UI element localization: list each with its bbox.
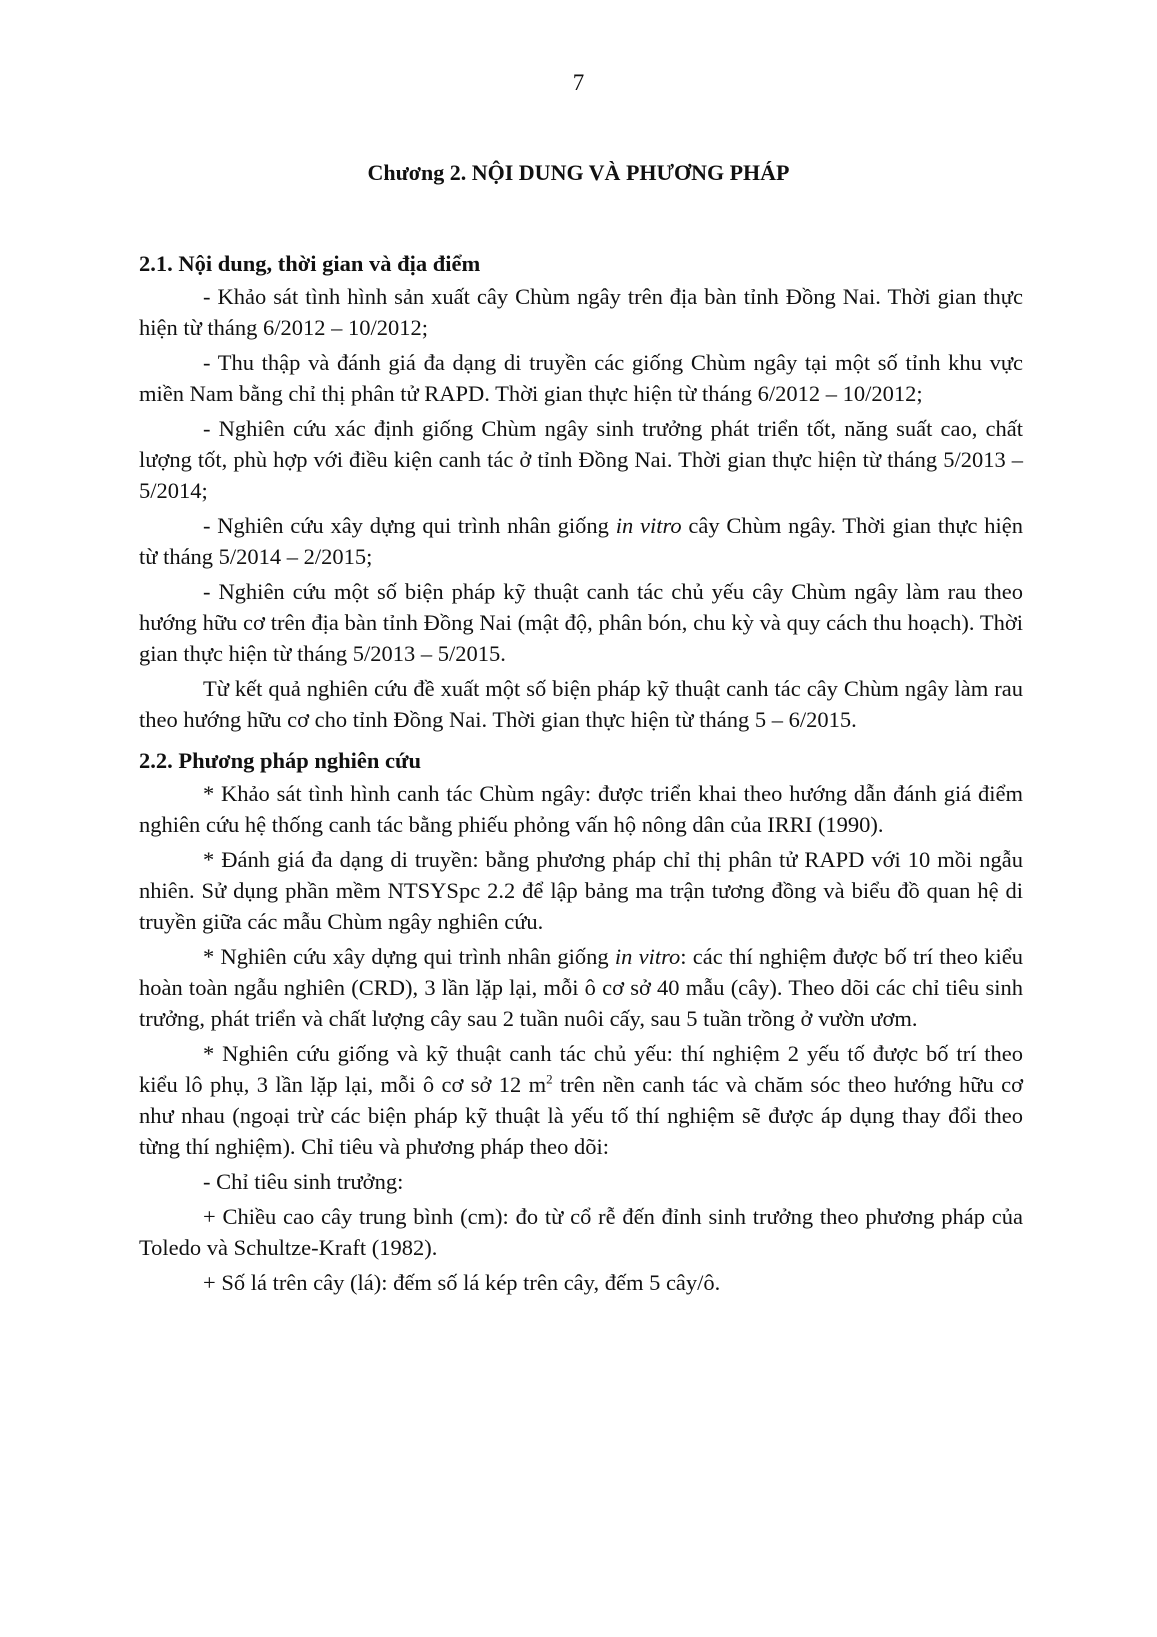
superscript: 2 [546, 1071, 553, 1087]
paragraph: - Khảo sát tình hình sản xuất cây Chùm ngây trên địa bàn tỉnh Đồng Nai. Thời gian thực hiện từ tháng 6/2012 – 10/2012; [139, 284, 1023, 340]
paragraph: - Chỉ tiêu sinh trưởng: [203, 1169, 404, 1194]
text-run: cây Chùm ngây. Thời gian thực hiện từ tháng 5/2014 – 2/2015; [139, 513, 1024, 569]
paragraph [139, 1038, 1023, 1162]
paragraph: * Đánh giá đa dạng di truyền: bằng phương pháp chỉ thị phân tử RAPD với 10 mồi ngẫu nhiên. Sử dụng phần mềm NTSYSpc 2.2 để lập bảng ma trận tương đồng và biểu đồ quan hệ di truyền giữa các mẫu Chùm ngây nghiên cứu. [139, 847, 1023, 934]
chapter-title: Chương 2. NỘI DUNG VÀ PHƯƠNG PHÁP [367, 160, 790, 185]
text-run: : các thí nghiệm được bố trí theo kiểu hoàn toàn ngẫu nghiên (CRD), 3 lần lặp lại, mỗi ô cơ sở 40 mẫu (cây). Theo dõi các chỉ tiêu sinh trưởng, phát triển và chất lượng cây sau 2 tuần nuôi cấy, sau 5 tuần trồng ở vườn ươm. [139, 944, 1023, 1031]
text-run: trên nền canh tác và chăm sóc theo hướng hữu cơ như nhau (ngoại trừ các biện pháp kỹ thuật là yếu tố thí nghiệm sẽ được áp dụng thay đổi theo từng thí nghiệm). Chỉ tiêu và phương pháp theo dõi: [139, 1072, 1024, 1159]
page-body [139, 248, 1023, 1302]
text-run: * Nghiên cứu xây dựng qui trình nhân giống [203, 944, 615, 969]
italic-term: in vitro [615, 513, 682, 538]
paragraph: + Số lá trên cây (lá): đếm số lá kép trên cây, đếm 5 cây/ô. [203, 1270, 721, 1295]
paragraph: - Nghiên cứu xác định giống Chùm ngây sinh trưởng phát triển tốt, năng suất cao, chất lượng tốt, phù hợp với điều kiện canh tác ở tỉnh Đồng Nai. Thời gian thực hiện từ tháng 5/2013 – 5/2014; [139, 416, 1023, 503]
paragraph [139, 510, 1023, 572]
section-heading-2-1: 2.1. Nội dung, thời gian và địa điểm [139, 251, 481, 276]
text-run: - Nghiên cứu xây dựng qui trình nhân giống [203, 513, 616, 538]
paragraph: - Thu thập và đánh giá đa dạng di truyền các giống Chùm ngây tại một số tỉnh khu vực miền Nam bằng chỉ thị phân tử RAPD. Thời gian thực hiện từ tháng 6/2012 – 10/2012; [139, 350, 1023, 406]
page-number: 7 [572, 70, 585, 95]
paragraph: * Khảo sát tình hình canh tác Chùm ngây: được triển khai theo hướng dẫn đánh giá điểm nghiên cứu hệ thống canh tác bằng phiếu phỏng vấn hộ nông dân của IRRI (1990). [139, 781, 1023, 837]
paragraph: - Nghiên cứu một số biện pháp kỹ thuật canh tác chủ yếu cây Chùm ngây làm rau theo hướng hữu cơ trên địa bàn tỉnh Đồng Nai (mật độ, phân bón, chu kỳ và quy cách thu hoạch). Thời gian thực hiện từ tháng 5/2013 – 5/2015. [139, 579, 1023, 666]
paragraph [139, 941, 1023, 1034]
section-heading-2-2: 2.2. Phương pháp nghiên cứu [139, 748, 422, 773]
text-run: * Nghiên cứu giống và kỹ thuật canh tác chủ yếu: thí nghiệm 2 yếu tố được bố trí theo kiểu lô phụ, 3 lần lặp lại, mỗi ô cơ sở 12 m [139, 1041, 1023, 1097]
paragraph: + Chiều cao cây trung bình (cm): đo từ cổ rễ đến đỉnh sinh trưởng theo phương pháp của Toledo và Schultze-Kraft (1982). [139, 1204, 1023, 1260]
italic-term: in vitro [614, 944, 681, 969]
paragraph: Từ kết quả nghiên cứu đề xuất một số biện pháp kỹ thuật canh tác cây Chùm ngây làm rau theo hướng hữu cơ cho tỉnh Đồng Nai. Thời gian thực hiện từ tháng 5 – 6/2015. [139, 676, 1023, 732]
